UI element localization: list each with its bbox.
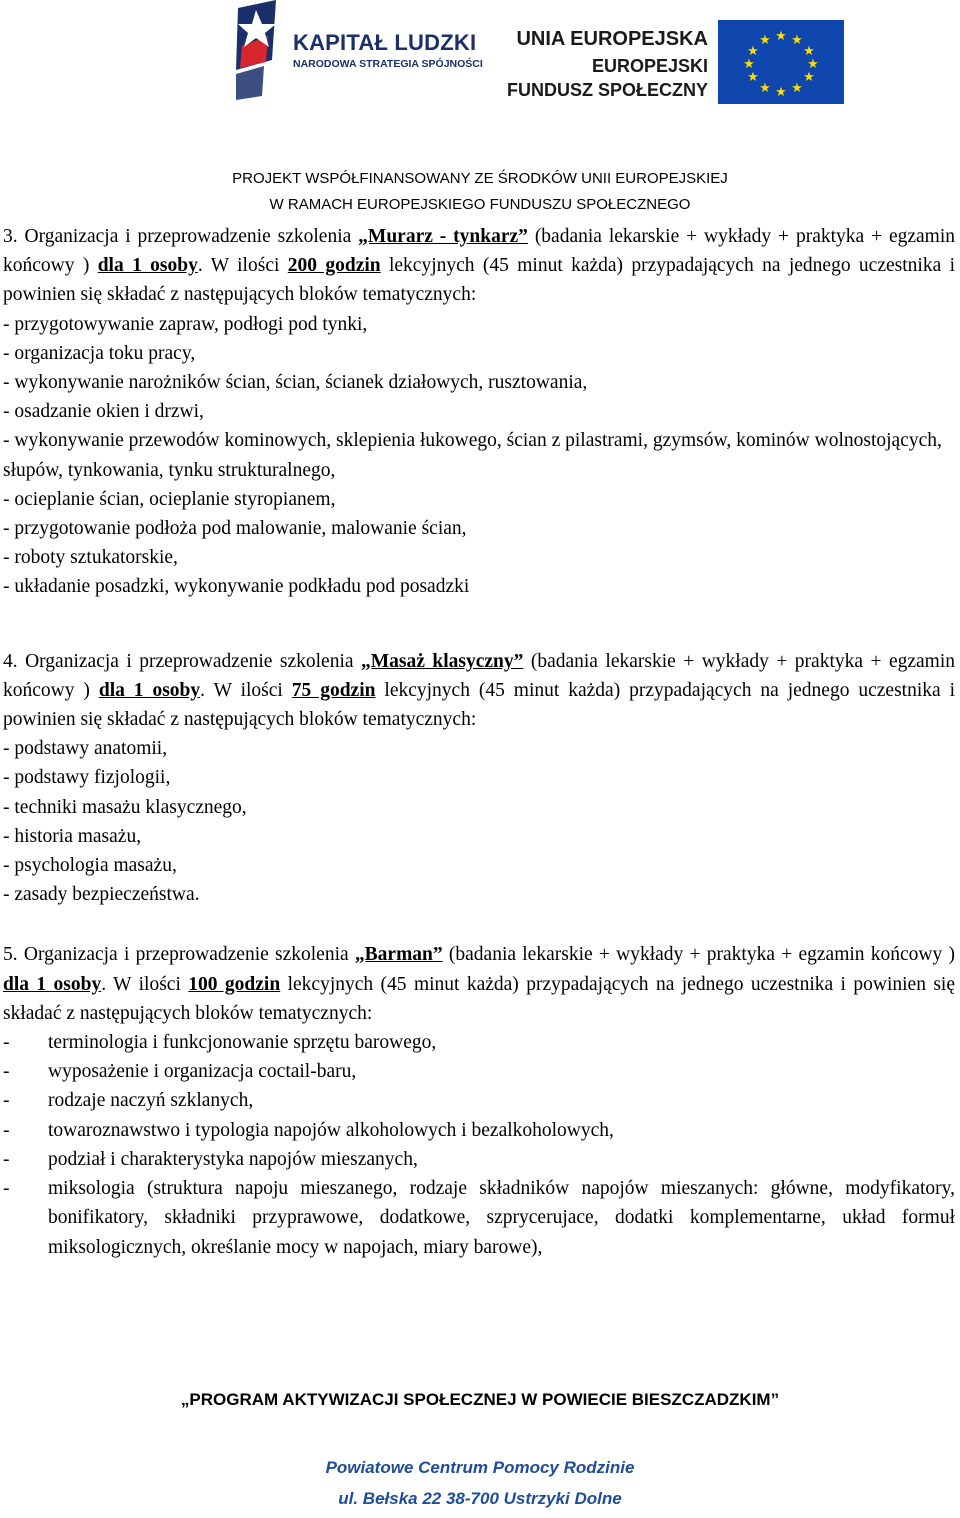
list-item	[3, 1086, 955, 1115]
list-item: - wykonywanie narożników ścian, ścian, ścianek działowych, rusztowania,	[3, 372, 588, 394]
list-item	[3, 1174, 955, 1262]
section-4-persons: dla 1 osoby	[98, 679, 201, 701]
svg-text:★: ★	[747, 70, 759, 85]
list-item: - psychologia masażu,	[3, 855, 177, 877]
svg-text:★: ★	[807, 57, 819, 72]
list-item: - techniki masażu klasycznego,	[3, 796, 247, 818]
svg-text:★: ★	[759, 33, 771, 48]
list-dash: -	[3, 1119, 10, 1141]
list-item	[3, 1116, 955, 1145]
list-item-text: terminologia i funkcjonowanie sprzętu barowego,	[48, 1032, 437, 1054]
project-cofinancing-line-2: W RAMACH EUROPEJSKIEGO FUNDUSZU SPOŁECZNEGO	[269, 196, 691, 213]
section-3-text-1: 3. Organizacja i przeprowadzenie szkolenia	[3, 226, 359, 247]
section-4-hours: 75 godzin	[291, 679, 376, 701]
svg-text:★: ★	[803, 44, 815, 59]
list-item: - przygotowywanie zapraw, podłogi pod tynki,	[3, 313, 368, 335]
section-3-text-4: lekcyjnych (45 minut każda) przypadających na jednego uczestnika i powinien się składać z następujących bloków tematycznych:	[3, 255, 956, 306]
eu-logo	[506, 28, 848, 114]
list-item-text: rodzaje naczyń szklanych,	[48, 1090, 254, 1112]
organization-address: ul. Bełska 22 38-700 Ustrzyki Dolne	[338, 1489, 622, 1508]
svg-text:★: ★	[747, 44, 759, 59]
kapital-ludzki-subtitle: NARODOWA STRATEGIA SPÓJNOŚCI	[293, 58, 483, 70]
list-item: - zasady bezpieczeństwa.	[3, 884, 200, 906]
section-3-text-3: . W ilości	[197, 255, 288, 277]
eu-line-3: FUNDUSZ SPOŁECZNY	[506, 80, 708, 100]
list-item	[3, 1057, 955, 1086]
list-item: - układanie posadzki, wykonywanie podkładu pod posadzki	[3, 576, 470, 598]
program-title: „PROGRAM AKTYWIZACJI SPOŁECZNEJ W POWIECIE BIESZCZADZKIM”	[180, 1390, 780, 1409]
section-4-text-4: lekcyjnych (45 minut każda) przypadających na jednego uczestnika i powinien się składać z następujących bloków tematycznych:	[3, 679, 956, 731]
section-5-text-3: . W ilości	[101, 973, 189, 995]
section-4-text-1: 4. Organizacja i przeprowadzenie szkolenia	[3, 650, 361, 672]
svg-text:★: ★	[791, 81, 803, 96]
svg-text:★: ★	[775, 29, 787, 44]
list-item: - przygotowanie podłoża pod malowanie, malowanie ścian,	[3, 518, 467, 540]
list-item-text: towaroznawstwo i typologia napojów alkoholowych i bezalkoholowych,	[48, 1119, 614, 1141]
section-3-persons: dla 1 osoby	[97, 255, 198, 277]
list-item	[3, 1028, 955, 1057]
list-dash: -	[3, 1061, 10, 1083]
eu-line-1: UNIA EUROPEJSKA	[516, 28, 708, 50]
list-item: - podstawy fizjologii,	[3, 767, 171, 789]
list-item: - podstawy anatomii,	[3, 738, 168, 760]
section-4-intro	[3, 647, 955, 735]
section-spacer	[3, 909, 955, 940]
eu-flag-icon	[718, 20, 844, 104]
kapital-ludzki-emblem-icon	[236, 0, 292, 100]
organization-name: Powiatowe Centrum Pomocy Rodzinie	[325, 1458, 635, 1477]
list-item: - osadzanie okien i drzwi,	[3, 401, 204, 423]
list-dash: -	[3, 1032, 10, 1054]
list-item-text: podział i charakterystyka napojów mieszanych,	[48, 1148, 418, 1170]
document-body	[3, 222, 955, 1262]
list-dash: -	[3, 1178, 10, 1200]
project-cofinancing-line-1: PROJEKT WSPÓŁFINANSOWANY ZE ŚRODKÓW UNII EUROPEJSKIEJ	[232, 170, 728, 187]
section-5-persons: dla 1 osoby	[3, 973, 102, 995]
section-5-text-1: 5. Organizacja i przeprowadzenie szkolenia	[3, 944, 355, 966]
section-3-intro	[3, 222, 955, 310]
section-3-course-name: „Murarz - tynkarz”	[358, 226, 528, 247]
list-item	[3, 1145, 955, 1174]
section-3-hours: 200 godzin	[287, 255, 381, 277]
eu-stars-icon	[718, 20, 844, 104]
section-5-text-4: lekcyjnych (45 minut każda) przypadających na jednego uczestnika i powinien się składać z następujących bloków tematycznych:	[3, 973, 956, 1024]
kapital-ludzki-title: KAPITAŁ LUDZKI	[293, 30, 477, 55]
section-5-course-name: „Barman”	[354, 944, 443, 966]
section-4-text-3: . W ilości	[200, 679, 292, 701]
list-item: - historia masażu,	[3, 825, 142, 847]
list-item: - organizacja toku pracy,	[3, 342, 196, 364]
section-spacer	[3, 602, 955, 647]
section-5-hours: 100 godzin	[188, 973, 281, 995]
list-item-text: miksologia (struktura napoju mieszanego, rodzaje składników napojów mieszanych: główne, modyfikatory, bonifikatory, składniki przyprawowe, dodatkowe, szprycerujace, dodatki komplementarne, układ formuł miksologicznych, określanie mocy w napojach, miary barowe),	[48, 1178, 955, 1258]
svg-text:★: ★	[791, 33, 803, 48]
svg-text:★: ★	[759, 81, 771, 96]
section-5-intro	[3, 940, 955, 1028]
list-item: - roboty sztukatorskie,	[3, 547, 178, 569]
list-item: - wykonywanie przewodów kominowych, sklepienia łukowego, ścian z pilastrami, gzymsów, kominów wolnostojących, słupów, tynkowania, tynku strukturalnego,	[3, 430, 942, 481]
svg-text:★: ★	[803, 70, 815, 85]
list-item-text: wyposażenie i organizacja coctail-baru,	[48, 1061, 357, 1083]
section-4-text-2: (badania lekarskie + wykłady + praktyka + egzamin końcowy )	[3, 650, 955, 701]
list-item: - ocieplanie ścian, ocieplanie styropianem,	[3, 488, 336, 510]
svg-text:★: ★	[743, 57, 755, 72]
eu-line-2: EUROPEJSKI	[591, 56, 708, 76]
section-4-course-name: „Masaż klasyczny”	[361, 650, 524, 672]
svg-text:★: ★	[775, 85, 787, 100]
kapital-ludzki-logo	[236, 0, 483, 100]
list-dash: -	[3, 1148, 10, 1170]
list-dash: -	[3, 1090, 10, 1112]
section-3-text-2: (badania lekarskie + wykłady + praktyka + egzamin końcowy )	[3, 226, 956, 277]
section-5-text-2: (badania lekarskie + wykłady + praktyka + egzamin końcowy )	[442, 944, 955, 966]
